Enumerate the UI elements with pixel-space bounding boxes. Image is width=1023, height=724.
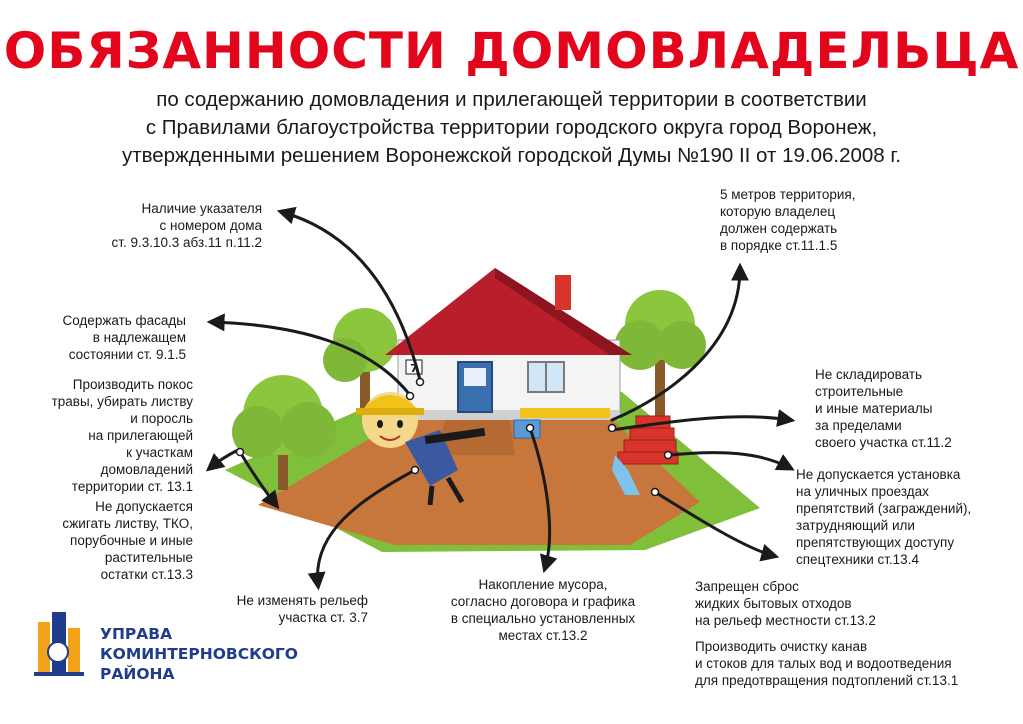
label-burning: Не допускается сжигать листву, ТКО, порубочные и иные растительные остатки ст.13.3 [62,499,193,582]
arrow-mowing [210,450,238,468]
subtitle-line-2: с Правилами благоустройства территории городского округа город Воронеж, [145,116,878,139]
label-relief: Не изменять рельеф участка ст. 3.7 [236,593,368,625]
chimney-icon [555,275,571,310]
label-mowing: Производить покос травы, убирать листву и поросль на прилегающей к участкам домовладений территории ст. 13.1 [51,377,193,494]
house-number: 7 [410,362,418,375]
label-ditches: Производить очистку канав и стоков для талых вод и водоотведения для предотвращения подтоплений ст.13.1 [695,639,959,688]
label-obstacles: Не допускается установка на уличных проездах препятствий (заграждений), затрудняющий или препятствующих доступу спецтехники ст.13.4 [796,467,972,567]
label-garbage: Накопление мусора, согласно договора и графика в специально установленных местах ст.13.2 [450,577,636,643]
label-materials: Не складировать строительные и иные материалы за пределами своего участка ст.11.2 [815,367,952,450]
label-territory: 5 метров территория, которую владелец должен содержать в порядке ст.11.1.5 [720,187,856,253]
label-waste: Запрещен сброс жидких бытовых отходов на рельеф местности ст.13.2 [695,579,876,628]
page-title: ОБЯЗАННОСТИ ДОМОВЛАДЕЛЬЦА [3,22,1020,80]
subtitle-line-1: по содержанию домовладения и прилегающей территории в соответствии [156,88,867,111]
subtitle-line-3: утвержденными решением Воронежской городской Думы №190 II от 19.06.2008 г. [121,144,902,167]
label-sign: Наличие указателя с номером дома ст. 9.3.10.3 абз.11 п.11.2 [111,201,262,250]
logo-text: УПРАВА КОМИНТЕРНОВСКОГО РАЙОНА [100,625,298,683]
logo-icon [34,612,84,676]
label-facade: Содержать фасады в надлежащем состоянии ст. 9.1.5 [62,313,186,362]
